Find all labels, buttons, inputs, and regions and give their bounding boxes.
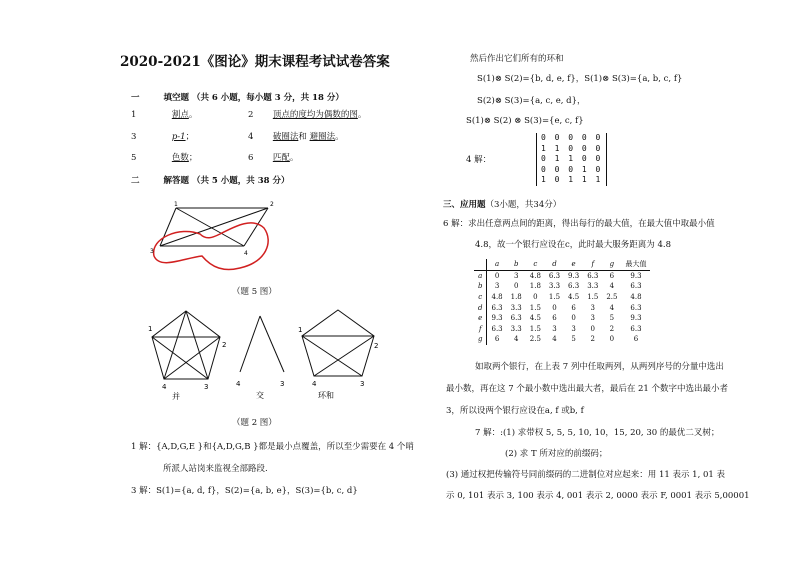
- table-header-cell: a: [487, 259, 507, 270]
- table-cell: 9.3: [491, 314, 503, 323]
- graph-name-ring-sum: 环和: [318, 391, 334, 400]
- table-cell: 5: [571, 335, 576, 344]
- table-cell: 6.3: [491, 303, 503, 312]
- solution-3-line-1: 3 解：S(1)={a, d, f}，S(2)={a, b, e}，S(3)={b, c, d}: [131, 486, 358, 496]
- table-cell: 3: [590, 314, 595, 323]
- figure-5-diagram: [140, 198, 280, 278]
- graph-name-intersection: 交: [256, 391, 264, 400]
- table-cell: d: [474, 302, 487, 313]
- table-cell: 3: [552, 324, 557, 333]
- table-cell: 3.3: [510, 324, 522, 333]
- solution-7-line-3: (3) 通过权把传输符号同前缀码的二进制位对应起来：用 11 表示 1, 01 表: [446, 470, 725, 480]
- section-detail: （共 5 小题，共 38 分）: [191, 176, 290, 186]
- svg-text:1: 1: [148, 325, 153, 333]
- solution-7-line-4: 示 0, 101 表示 3, 100 表示 4, 001 表示 2, 0000 表示 F, 0001 表示 5,00001: [446, 491, 750, 501]
- table-cell: 0: [609, 335, 615, 344]
- table-row: [474, 270, 650, 281]
- table-cell: 6: [609, 271, 615, 280]
- table-cell: 6: [494, 335, 500, 344]
- solution-6-paragraph-2: 最小数，再在这 7 个最小数中选出最大者，最后在 21 个数字中选出最小者: [446, 384, 729, 394]
- section-label: 解答题: [163, 176, 189, 186]
- solution-7-line-1: 7 解：:(1) 求带权 5, 5, 5, 10, 10，15, 20, 30 的最优二叉树；: [475, 428, 720, 438]
- fill-item-2: 2 顶点的度均为偶数的图。: [248, 110, 367, 120]
- table-cell: 0: [533, 293, 538, 302]
- table-cell: 4.8: [529, 271, 541, 280]
- table-cell: 1.5: [529, 324, 541, 333]
- fill-answer: 破圈法: [272, 132, 299, 142]
- table-cell: 0: [494, 271, 500, 280]
- solution-7-line-2: (2) 求 T 所对应的前缀码；: [505, 449, 608, 459]
- table-cell: b: [474, 281, 487, 292]
- solution-1-line-1: 1 解：{A,D,G,E }和{A,D,G,B }都是最小点覆盖，所以至少需要在 4 个哨: [131, 442, 414, 452]
- fill-answer: 顶点的度均为偶数的图: [272, 110, 358, 120]
- fig5-label-1: 1: [174, 201, 178, 208]
- table-header-cell: 最大值: [621, 259, 650, 270]
- table-cell: 6.3: [510, 314, 522, 323]
- table-header-cell: g: [602, 259, 621, 270]
- svg-text:4: 4: [162, 383, 167, 391]
- fill-answer: p-1: [171, 132, 186, 142]
- table-cell: 9.3: [630, 314, 642, 323]
- table-row: [474, 313, 650, 324]
- table-cell: 4: [513, 335, 519, 344]
- fill-item-5: 5 色数；: [131, 153, 198, 163]
- table-row: [474, 292, 650, 303]
- fill-item-1: 1 割点。: [131, 110, 198, 120]
- section-number: 二: [131, 176, 140, 186]
- table-cell: 9.3: [568, 271, 580, 280]
- solution-6-paragraph-3: 3，所以设两个银行应设在a, f 或b, f: [446, 406, 584, 416]
- table-header-cell: b: [507, 259, 526, 270]
- table-row: [474, 334, 650, 345]
- section-heading-application: 三、应用题（3小题，共34分）: [443, 200, 562, 210]
- svg-text:1: 1: [298, 326, 303, 334]
- table-header-cell: d: [545, 259, 564, 270]
- table-header-cell: f: [583, 259, 602, 270]
- section-detail: （共 6 小题，每小题 3 分，共 18 分）: [191, 93, 344, 103]
- fig5-label-3: 3: [150, 248, 154, 255]
- incidence-matrix: 0 0 0 0 0 1 1 0 0 0 0 1 1 0 0 0 0 0 1 0 1 0 1 1 1: [536, 133, 607, 186]
- table-row: [474, 324, 650, 335]
- table-cell: 3: [513, 271, 519, 280]
- table-cell: 3.3: [587, 282, 599, 291]
- table-row: [474, 281, 650, 292]
- table-cell: 2: [609, 324, 615, 333]
- svg-text:2: 2: [374, 342, 379, 350]
- solution-4-label: 4 解：: [466, 155, 492, 165]
- table-cell: e: [474, 313, 487, 324]
- page-title: 2020-2021《图论》期末课程考试试卷答案: [120, 54, 390, 70]
- table-cell: 6: [633, 335, 639, 344]
- fill-answer: 色数: [171, 153, 189, 163]
- table-cell: 3: [590, 303, 595, 312]
- svg-text:3: 3: [360, 380, 365, 388]
- table-cell: g: [474, 334, 487, 345]
- figure-2-graph-intersection: [232, 308, 292, 400]
- fill-answer: 匹配: [272, 153, 290, 163]
- svg-text:3: 3: [204, 383, 209, 391]
- table-cell: 0: [571, 314, 576, 323]
- ring-sum-line-2: S(2)⊗ S(3)={a, c, e, d}，: [477, 96, 586, 106]
- fill-answer: 割点: [171, 110, 189, 120]
- table-cell: 0: [513, 282, 519, 291]
- fill-answer: 避圈法: [309, 132, 336, 142]
- ring-sum-line-3: S(1)⊗ S(2) ⊗ S(3)={e, c, f}: [466, 116, 584, 126]
- table-cell: 6.3: [568, 282, 580, 291]
- table-cell: 6.3: [630, 324, 642, 333]
- table-cell: 4: [609, 282, 615, 291]
- figure-2-caption: （题 2 图）: [232, 418, 277, 428]
- table-cell: 1.5: [548, 293, 561, 302]
- table-cell: 2: [590, 335, 595, 344]
- table-header-row: [474, 259, 650, 270]
- table-cell: 3: [494, 282, 500, 291]
- table-cell: 3.3: [510, 303, 522, 312]
- solution-6-line-2: 4.8，故一个银行应设在c，此时最大服务距离为 4.8: [475, 240, 672, 250]
- table-header-cell: e: [564, 259, 583, 270]
- table-cell: 1.8: [510, 293, 522, 302]
- table-cell: 6.3: [630, 282, 642, 291]
- graph-name-union: 并: [172, 392, 180, 401]
- figure-5-caption: （题 5 图）: [232, 287, 277, 297]
- section-label: 填空题: [163, 93, 189, 103]
- table-cell: 4.5: [568, 293, 580, 302]
- table-cell: c: [474, 292, 487, 303]
- table-cell: 9.3: [630, 271, 642, 280]
- fig5-label-4: 4: [244, 250, 248, 257]
- solution-1-line-2: 所派人站岗来监视全部路段.: [163, 464, 268, 474]
- section-number: 一: [131, 93, 140, 103]
- distance-table: [474, 259, 650, 345]
- table-cell: 1.5: [587, 293, 599, 302]
- svg-text:4: 4: [236, 380, 241, 388]
- fill-item-4: 4 破圈法和 避圈法。: [248, 132, 344, 142]
- table-cell: 3: [571, 324, 576, 333]
- table-cell: 1.8: [529, 282, 541, 291]
- table-cell: 6.3: [548, 271, 561, 280]
- table-cell: 6: [571, 303, 576, 312]
- table-cell: 0: [590, 324, 595, 333]
- svg-text:3: 3: [280, 380, 285, 388]
- table-cell: a: [474, 270, 487, 281]
- table-cell: 4: [609, 303, 615, 312]
- table-cell: 2.5: [529, 335, 541, 344]
- table-header-cell: [474, 259, 487, 270]
- ring-sum-intro: 然后作出它们所有的环和: [470, 54, 564, 64]
- svg-text:2: 2: [222, 341, 227, 349]
- fig5-label-2: 2: [270, 201, 274, 208]
- table-cell: f: [474, 324, 487, 335]
- table-cell: 4.8: [630, 293, 642, 302]
- table-cell: 6.3: [491, 324, 503, 333]
- ring-sum-line-1: S(1)⊗ S(2)={b, d, e, f}，S(1)⊗ S(3)={a, b, c, f}: [477, 74, 683, 84]
- section-heading-fill: [131, 91, 344, 103]
- table-cell: 4.8: [491, 293, 503, 302]
- section-heading-answer: [131, 174, 290, 186]
- table-cell: 1.5: [529, 303, 541, 312]
- figure-2-graph-union: [146, 305, 236, 401]
- table-row: [474, 302, 650, 313]
- table-cell: 6.3: [630, 303, 642, 312]
- solution-6-line-1: 6 解：求出任意两点间的距离，得出每行的最大值，在最大值中取最小值: [443, 219, 715, 229]
- table-cell: 6: [552, 314, 557, 323]
- table-cell: 3.3: [548, 282, 561, 291]
- table-cell: 5: [609, 314, 615, 323]
- solution-6-paragraph-1: 如取两个银行，在上表 7 列中任取两列，从两列序号的分量中选出: [475, 362, 724, 372]
- fill-item-3: 3 p-1；: [131, 132, 195, 142]
- table-cell: 6.3: [587, 271, 599, 280]
- table-cell: 2.5: [606, 293, 618, 302]
- table-cell: 4: [552, 335, 557, 344]
- table-cell: 4.5: [529, 314, 541, 323]
- figure-2-graph-ring-sum: [298, 304, 382, 402]
- svg-text:4: 4: [312, 380, 317, 388]
- table-cell: 0: [552, 303, 557, 312]
- table-header-cell: c: [526, 259, 545, 270]
- fill-item-6: 6 匹配。: [248, 153, 299, 163]
